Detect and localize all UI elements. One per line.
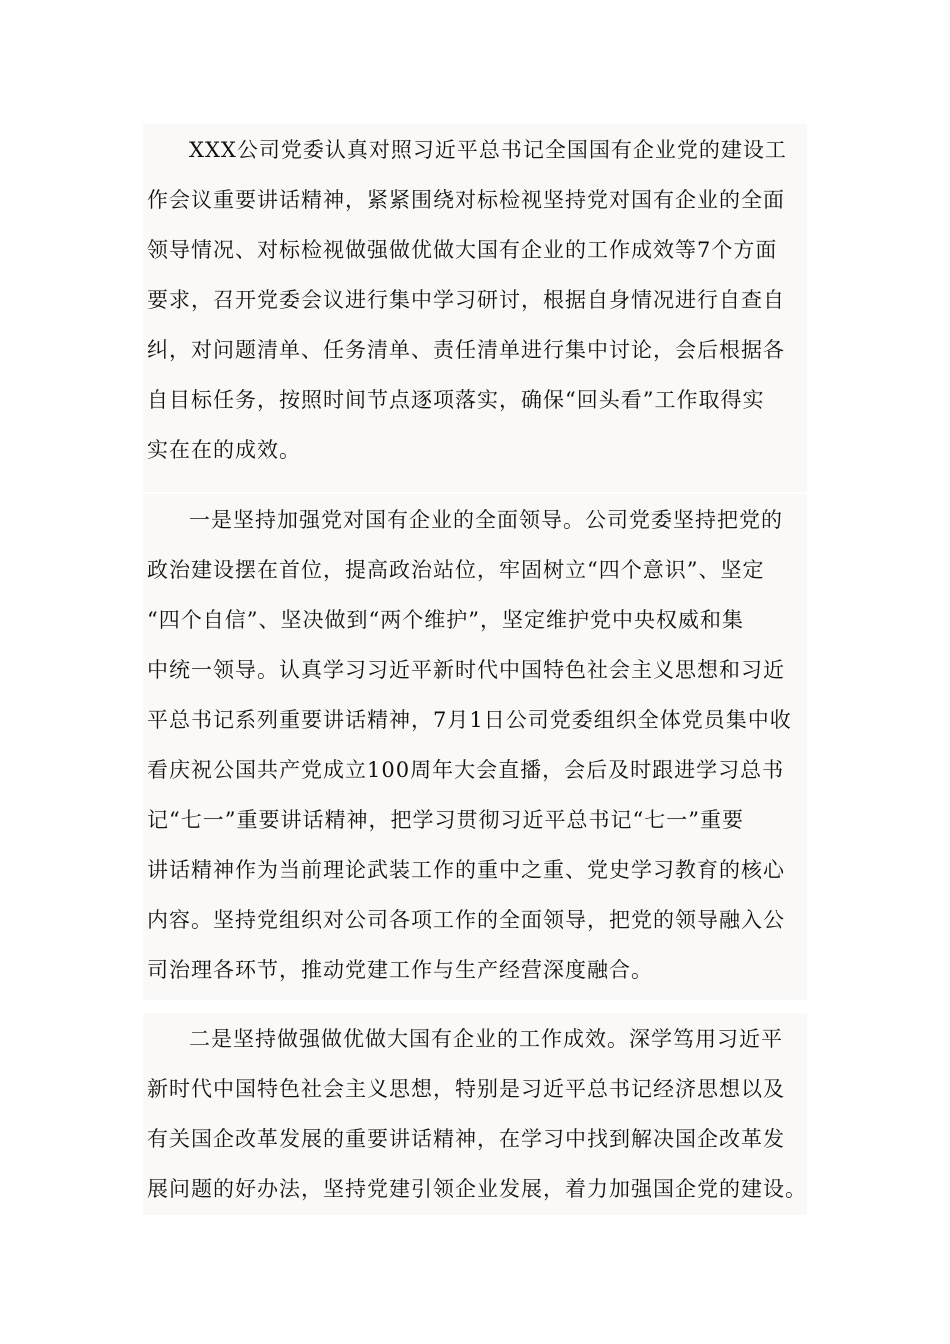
paragraph-line: 要求，召开党委会议进行集中学习研讨，根据自身情况进行自查自 [147, 288, 785, 312]
paragraph-line: 展问题的好办法，坚持党建引领企业发展，着力加强国企党的建设。 [147, 1177, 807, 1201]
paragraph-line: 中统一领导。认真学习习近平新时代中国特色社会主义思想和习近 [147, 658, 785, 682]
paragraph-3 [143, 1013, 807, 1215]
paragraph-line: 实在在的成效。 [147, 438, 301, 462]
paragraph-line: 二是坚持做强做优做大国有企业的工作成效。深学笃用习近平 [189, 1027, 783, 1051]
paragraph-line: 司治理各环节，推动党建工作与生产经营深度融合。 [147, 958, 653, 982]
paragraph-line: 一是坚持加强党对国有企业的全面领导。公司党委坚持把党的 [189, 508, 783, 532]
paragraph-line: 新时代中国特色社会主义思想，特别是习近平总书记经济思想以及 [147, 1077, 785, 1101]
paragraph-line: XXX公司党委认真对照习近平总书记全国国有企业党的建设工 [189, 138, 787, 162]
paragraph-line: “四个自信”、坚决做到“两个维护”，坚定维护党中央权威和集 [147, 608, 744, 632]
paragraph-line: 政治建设摆在首位，提高政治站位，牢固树立“四个意识”、坚定 [147, 558, 765, 582]
paragraph-1 [143, 124, 807, 492]
paragraph-line: 领导情况、对标检视做强做优做大国有企业的工作成效等7个方面 [147, 238, 778, 262]
paragraph-line: 内容。坚持党组织对公司各项工作的全面领导，把党的领导融入公 [147, 908, 785, 932]
paragraph-line: 平总书记系列重要讲话精神，7月1日公司党委组织全体党员集中收 [147, 708, 792, 732]
paragraph-line: 作会议重要讲话精神，紧紧围绕对标检视坚持党对国有企业的全面 [147, 188, 785, 212]
paragraph-line: 纠，对问题清单、任务清单、责任清单进行集中讨论，会后根据各 [147, 338, 785, 362]
paragraph-line: 看庆祝公国共产党成立100周年大会直播，会后及时跟进学习总书 [147, 758, 785, 782]
paragraph-line: 讲话精神作为当前理论武装工作的重中之重、党史学习教育的核心 [147, 858, 785, 882]
paragraph-line: 有关国企改革发展的重要讲话精神，在学习中找到解决国企改革发 [147, 1127, 785, 1151]
paragraph-line: 自目标任务，按照时间节点逐项落实，确保“回头看”工作取得实 [147, 388, 765, 412]
paragraph-2 [143, 494, 807, 1000]
paragraph-line: 记“七一”重要讲话精神，把学习贯彻习近平总书记“七一”重要 [147, 808, 744, 832]
